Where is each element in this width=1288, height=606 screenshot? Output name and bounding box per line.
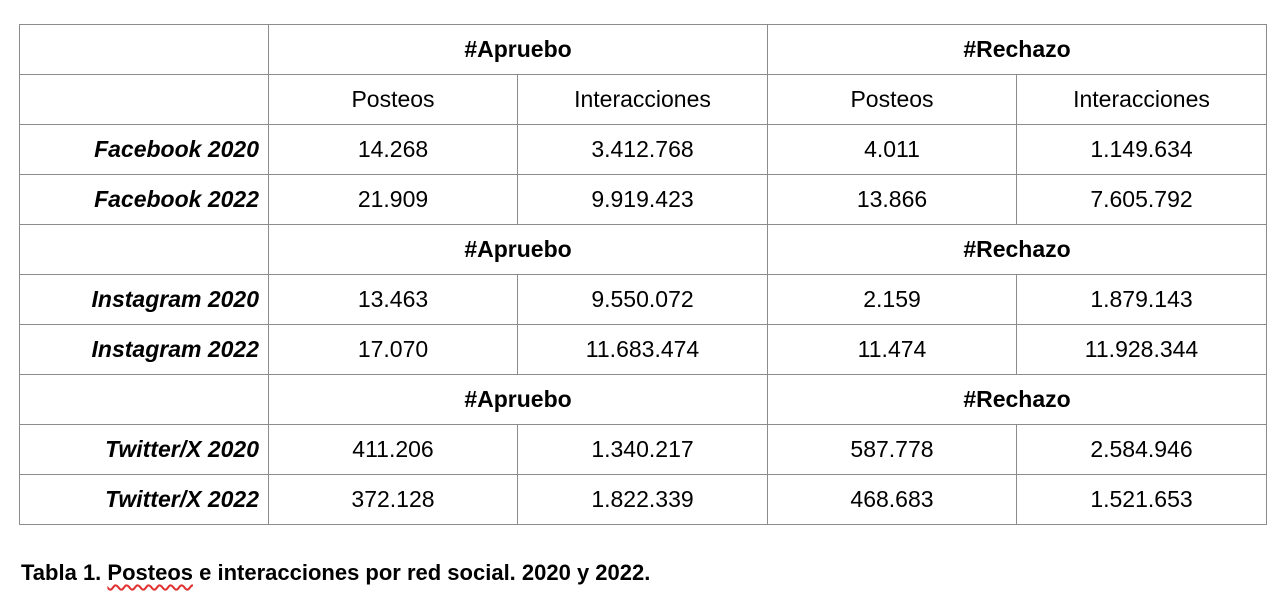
group-header-row xyxy=(20,25,1267,75)
table-cell: 13.463 xyxy=(269,275,518,325)
table-cell: 9.550.072 xyxy=(518,275,768,325)
table-cell: 1.149.634 xyxy=(1017,125,1267,175)
table-row xyxy=(20,275,1267,325)
group-header-rechazo: #Rechazo xyxy=(768,375,1267,425)
table-cell: 17.070 xyxy=(269,325,518,375)
table-cell: 3.412.768 xyxy=(518,125,768,175)
caption-prefix: Tabla 1. xyxy=(21,560,108,585)
row-label: Instagram 2022 xyxy=(20,325,269,375)
row-label: Twitter/X 2022 xyxy=(20,475,269,525)
row-label: Twitter/X 2020 xyxy=(20,425,269,475)
table-caption xyxy=(21,560,650,586)
empty-cell xyxy=(20,75,269,125)
table-row xyxy=(20,475,1267,525)
empty-cell xyxy=(20,375,269,425)
table-cell: 1.521.653 xyxy=(1017,475,1267,525)
caption-suffix: e interacciones por red social. 2020 y 2022. xyxy=(193,560,651,585)
table-cell: 411.206 xyxy=(269,425,518,475)
row-label: Instagram 2020 xyxy=(20,275,269,325)
table-cell: 587.778 xyxy=(768,425,1017,475)
row-label: Facebook 2020 xyxy=(20,125,269,175)
empty-cell xyxy=(20,225,269,275)
group-header-apruebo: #Apruebo xyxy=(269,375,768,425)
group-header-rechazo: #Rechazo xyxy=(768,25,1267,75)
table-cell: 13.866 xyxy=(768,175,1017,225)
group-header-apruebo: #Apruebo xyxy=(269,225,768,275)
table-cell: 1.822.339 xyxy=(518,475,768,525)
table-row xyxy=(20,125,1267,175)
sub-header-cell: Posteos xyxy=(768,75,1017,125)
table-cell: 14.268 xyxy=(269,125,518,175)
table-cell: 7.605.792 xyxy=(1017,175,1267,225)
group-header-rechazo: #Rechazo xyxy=(768,225,1267,275)
group-header-apruebo: #Apruebo xyxy=(269,25,768,75)
table-cell: 372.128 xyxy=(269,475,518,525)
table-cell: 11.474 xyxy=(768,325,1017,375)
table-row xyxy=(20,175,1267,225)
sub-header-cell: Interacciones xyxy=(518,75,768,125)
group-header-row xyxy=(20,375,1267,425)
table-cell: 1.340.217 xyxy=(518,425,768,475)
sub-header-cell: Interacciones xyxy=(1017,75,1267,125)
table-cell: 9.919.423 xyxy=(518,175,768,225)
sub-header-cell: Posteos xyxy=(269,75,518,125)
table-cell: 4.011 xyxy=(768,125,1017,175)
table-cell: 11.683.474 xyxy=(518,325,768,375)
table-cell: 2.159 xyxy=(768,275,1017,325)
table-cell: 468.683 xyxy=(768,475,1017,525)
data-table xyxy=(19,24,1267,525)
table-cell: 21.909 xyxy=(269,175,518,225)
empty-cell xyxy=(20,25,269,75)
sub-header-row xyxy=(20,75,1267,125)
row-label: Facebook 2022 xyxy=(20,175,269,225)
table-cell: 2.584.946 xyxy=(1017,425,1267,475)
group-header-row xyxy=(20,225,1267,275)
table-row xyxy=(20,325,1267,375)
table-row xyxy=(20,425,1267,475)
caption-misspelled-word[interactable]: Posteos xyxy=(107,560,193,585)
table-cell: 1.879.143 xyxy=(1017,275,1267,325)
table-cell: 11.928.344 xyxy=(1017,325,1267,375)
